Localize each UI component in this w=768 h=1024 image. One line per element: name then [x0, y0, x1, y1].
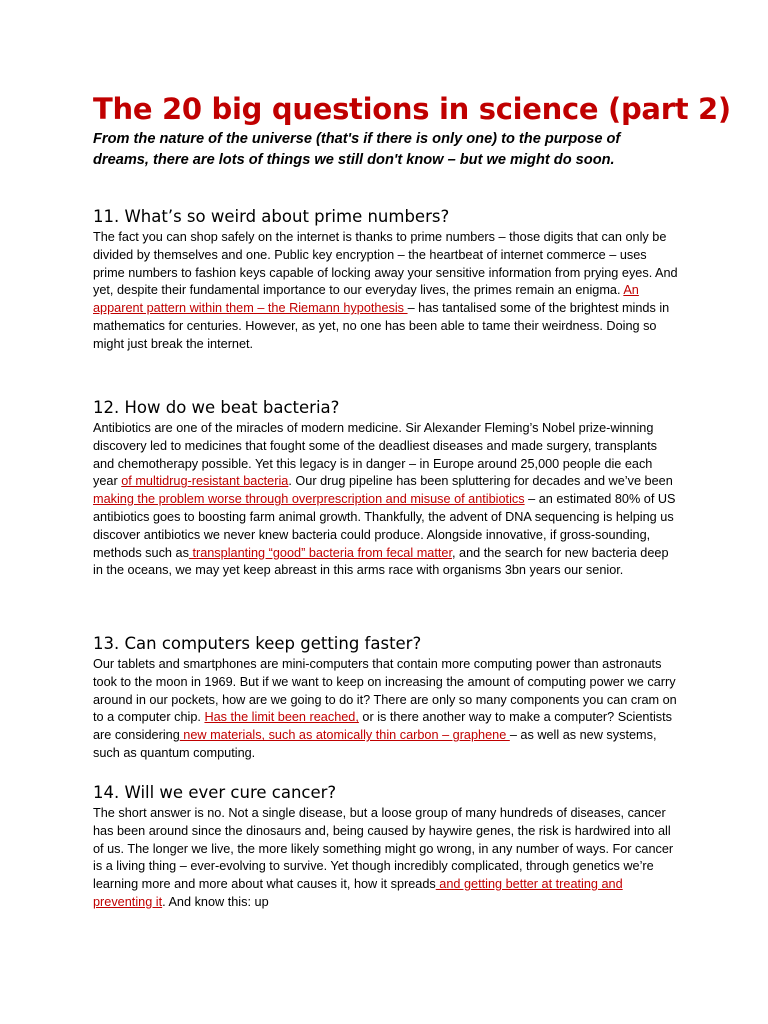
section-computers — [93, 632, 678, 763]
overprescription-link[interactable]: making the problem worse through overprescription and misuse of antibiotics — [93, 492, 525, 507]
body-text: Antibiotics are one of the miracles of modern medicine. Sir Alexander Fleming’s Nobel prize-winning discovery led to medicines that fought some of the deadliest diseases and made surgery, transplants and chemotherapy possible. Yet this legacy is in danger – in Europe around 25,000 people die each year — [93, 421, 657, 489]
body-text: , and the search for new bacteria deep in the oceans, we may yet keep abreast in this arms race with organisms 3bn years our senior. — [93, 545, 669, 578]
section-body — [93, 656, 678, 763]
body-text: . Our drug pipeline has been spluttering for decades and we’ve been — [288, 474, 673, 489]
section-prime-numbers — [93, 205, 678, 354]
fecal-transplant-link[interactable]: transplanting “good” bacteria from fecal matter — [188, 545, 452, 560]
section-heading: 12. How do we beat bacteria? — [93, 398, 340, 417]
treating-preventing-link[interactable]: and getting better at treating and preventing it — [93, 877, 623, 909]
body-text: The short answer is no. Not a single disease, but a loose group of many hundreds of diseases, cancer has been around since the dinosaurs and, being caused by haywire genes, the risk is hardwired into all of us. The longer we live, the more likely something might go wrong, in any number of ways. For cancer is a living thing – ever-evolving to survive. Yet though incredibly complicated, through genetics we’re learning more and more about what causes it, how it spreads — [93, 806, 674, 892]
body-text: Our tablets and smartphones are mini-computers that contain more computing power than astronauts took to the moon in 1969. But if we want to keep on increasing the amount of computing power we carry around in our pockets, how are we going to do it? There are only so many components you can cram on to a computer chip. — [93, 657, 677, 725]
multidrug-resistant-link[interactable]: of multidrug-resistant bacteria — [121, 474, 289, 489]
body-text: – an estimated 80% of US antibiotics goes to boosting farm animal growth. Thankfully, the advent of DNA sequencing is helping us discover antibiotics we never knew bacteria could produce. Alongside innovative, if gross-sounding, methods such as — [93, 492, 676, 560]
section-heading: 11. What’s so weird about prime numbers? — [93, 207, 450, 226]
section-heading: 14. Will we ever cure cancer? — [93, 783, 337, 802]
section-body — [93, 420, 678, 580]
section-cancer — [93, 781, 678, 912]
section-body — [93, 229, 678, 354]
body-text: The fact you can shop safely on the internet is thanks to prime numbers – those digits that can only be divided by themselves and one. Public key encryption – the heartbeat of internet commerce – uses prime numbers to fashion keys capable of locking away your sensitive information from prying eyes. And yet, despite their fundamental importance to our everyday lives, the primes remain an enigma. — [93, 230, 678, 298]
limit-reached-link[interactable]: Has the limit been reached, — [204, 710, 359, 725]
page-title: The 20 big questions in science (part 2) — [93, 92, 731, 126]
page-subtitle: From the nature of the universe (that's if there is only one) to the purpose of dreams, there are lots of things we still don't know – but we might do soon. — [93, 131, 621, 168]
section-body — [93, 805, 678, 912]
riemann-hypothesis-link[interactable]: An apparent pattern within them – the Riemann hypothesis — [93, 283, 639, 316]
section-bacteria — [93, 396, 678, 580]
body-text: or is there another way to make a computer? Scientists are considering — [93, 710, 672, 743]
body-text: – has tantalised some of the brightest minds in mathematics for centuries. However, as yet, no one has been able to tame their weirdness. Doing so might just break the internet. — [93, 301, 670, 351]
section-heading: 13. Can computers keep getting faster? — [93, 634, 422, 653]
graphene-link[interactable]: new materials, such as atomically thin carbon – graphene — [179, 728, 510, 743]
body-text: . And know this: up — [162, 894, 269, 909]
body-text: – as well as new systems, such as quantum computing. — [93, 728, 657, 760]
